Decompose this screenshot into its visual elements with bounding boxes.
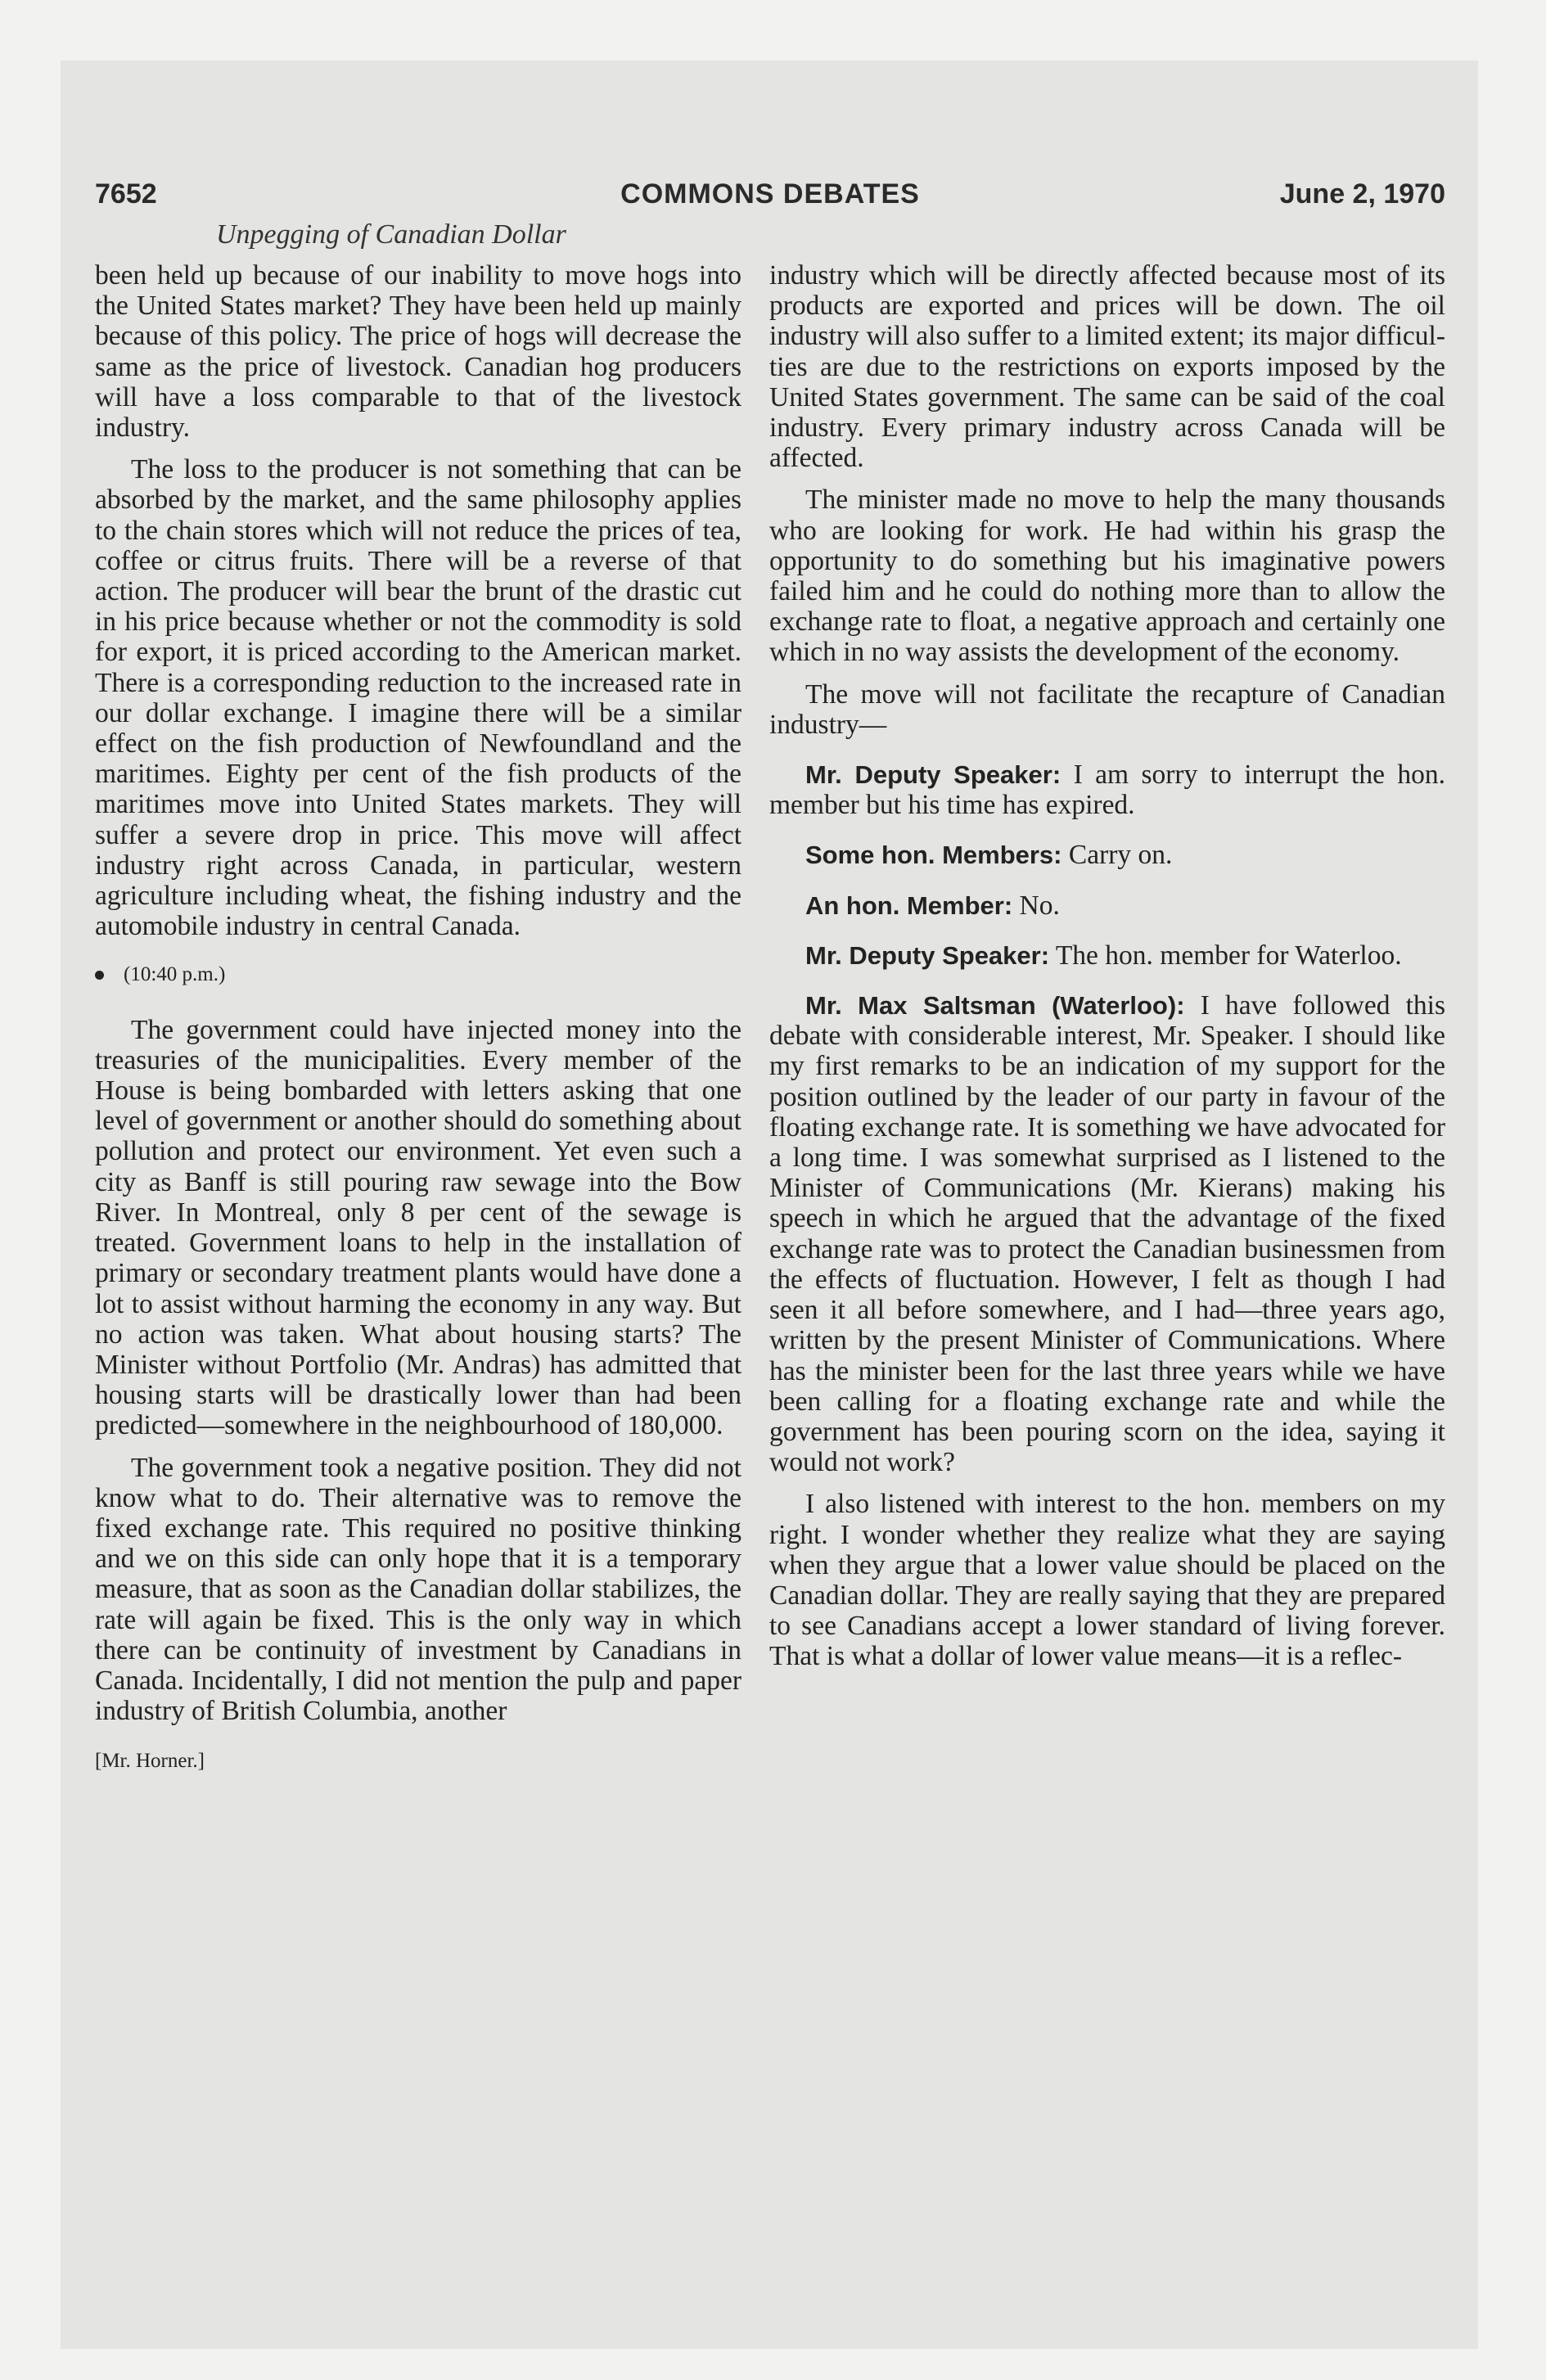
speaker-name: Mr. Deputy Speaker: xyxy=(805,940,1050,970)
paragraph: The government could have injected money into the treasuries of the municipalities. Every member of the House is being bombarded with letters asking that one level of government or another should do something about pollution and protect our environment. Yet even such a city as Banff is still pouring raw sewage into the Bow River. In Montreal, only 8 per cent of the sewage is treated. Government loans to help in the installation of primary or secondary treatment plants would have done a lot to assist without harming the economy in any way. But no action was taken. What about housing starts? The Minister without Portfolio (Mr. Andras) has admitted that housing starts will be drastically lower than had been predicted—somewhere in the neighbourhood of 180,000. xyxy=(95,1014,741,1441)
speech-deputy-speaker xyxy=(769,940,1445,971)
paragraph: The minister made no move to help the many thousands who are looking for work. He had within his grasp the opportunity to do something but his imaginative powers failed him and he could do nothing more than to allow the exchange rate to float, a negative approach and certainly one which in no way assists the development of the economy. xyxy=(769,485,1445,668)
timestamp-text: (10:40 p.m.) xyxy=(124,963,226,986)
timestamp xyxy=(95,959,741,989)
speaker-name: Mr. Deputy Speaker: xyxy=(805,760,1061,790)
paragraph: The loss to the producer is not something that can be absorbed by the market, and the same philosophy applies to the chain stores which will not reduce the prices of tea, coffee or citrus fruits. There will be a reverse of that action. The producer will bear the brunt of the drastic cut in his price because whether or not the commodity is sold for export, it is priced according to the American market. There is a corresponding reduction to the increased rate in our dollar exchange. I imagine there will be a similar effect on the fish production of Newfoundland and the maritimes. Eighty per cent of the fish products of the maritimes move into United States markets. They will suffer a severe drop in price. This move will affect industry right across Canada, in particular, western agriculture including wheat, the fishing industry and the automobile industry in central Canada. xyxy=(95,454,741,942)
speaker-signature: [Mr. Horner.] xyxy=(95,1750,205,1773)
paragraph: industry which will be directly affected because most of its products are exported and prices will be down. The oil industry will also suffer to a limited extent; its major difficulties are due to the restrictions on exports imposed by the United States government. The same can be said of the coal industry. Every primary industry across Canada will be affected. xyxy=(769,260,1445,474)
publication-date: June 2, 1970 xyxy=(1279,178,1445,210)
speech-text: The hon. member for Waterloo. xyxy=(1055,940,1402,971)
paragraph: The move will not facilitate the recapture of Canadian industry— xyxy=(769,678,1445,740)
speech-saltsman xyxy=(769,990,1445,1477)
speaker-name: Mr. Max Saltsman (Waterloo): xyxy=(805,991,1185,1021)
left-column xyxy=(95,260,741,1777)
speech-text: Carry on. xyxy=(1068,840,1173,871)
paragraph: The government took a negative position. They did not know what to do. Their alternative was to remove the fixed exchange rate. This required no positive thinking and we on this side can only hope that it is a temporary measure, that as soon as the Canadian dollar stabilizes, the rate will again be fixed. This is the only way in which there can be continuity of investment by Canadians in Canada. Incidentally, I did not mention the pulp and paper industry of British Columbia, another xyxy=(95,1452,741,1727)
speaker-name: Some hon. Members: xyxy=(805,841,1062,870)
speech-text: I am sorry to interrupt the hon. member but his time has expired. xyxy=(769,760,1445,821)
speech-text: No. xyxy=(1019,890,1060,921)
speech-text: I have followed this debate with considerable interest, Mr. Speaker. I should like my first remarks to be an indication of my support for the position outlined by the leader of our party in favour of the floating exchange rate. It is something we have advocated for a long time. I was somewhat surprised as I listened to the Minister of Communications (Mr. Kierans) making his speech in which he argued that the advantage of the fixed exchange rate was to protect the Canadian businessmen from the effects of fluctuation. However, I felt as though I had seen it all before somewhere, and I had—three years ago, written by the present Minister of Communications. Where has the minister been for the last three years while we have been calling for a floating exchange rate and while the government has been pouring scorn on the idea, saying it would not work? xyxy=(769,990,1446,1478)
publication-title: COMMONS DEBATES xyxy=(620,178,920,210)
bullet-icon xyxy=(95,971,104,980)
paragraph: I also listened with interest to the hon. members on my right. I wonder whether they realize what they are saying when they argue that a lower value should be placed on the Canadian dollar. They are really saying that they are prepared to see Canadians accept a lower standard of living forever. That is what a dollar of lower value means—it is a reflec- xyxy=(769,1489,1445,1672)
speech-member xyxy=(769,890,1445,921)
speaker-name: An hon. Member: xyxy=(805,890,1013,920)
running-title: Unpegging of Canadian Dollar xyxy=(216,219,566,250)
speech-deputy-speaker xyxy=(769,760,1445,820)
page-header xyxy=(95,178,1445,216)
document-page xyxy=(95,178,1445,2323)
speech-members xyxy=(769,840,1445,870)
paragraph: been held up because of our inability to move hogs into the United States market? They have been held up mainly because of this policy. The price of hogs will decrease the same as the price of livestock. Canadian hog producers will have a loss comparable to that of the livestock industry. xyxy=(95,260,741,444)
right-column xyxy=(769,260,1445,1684)
page-number: 7652 xyxy=(95,178,157,210)
